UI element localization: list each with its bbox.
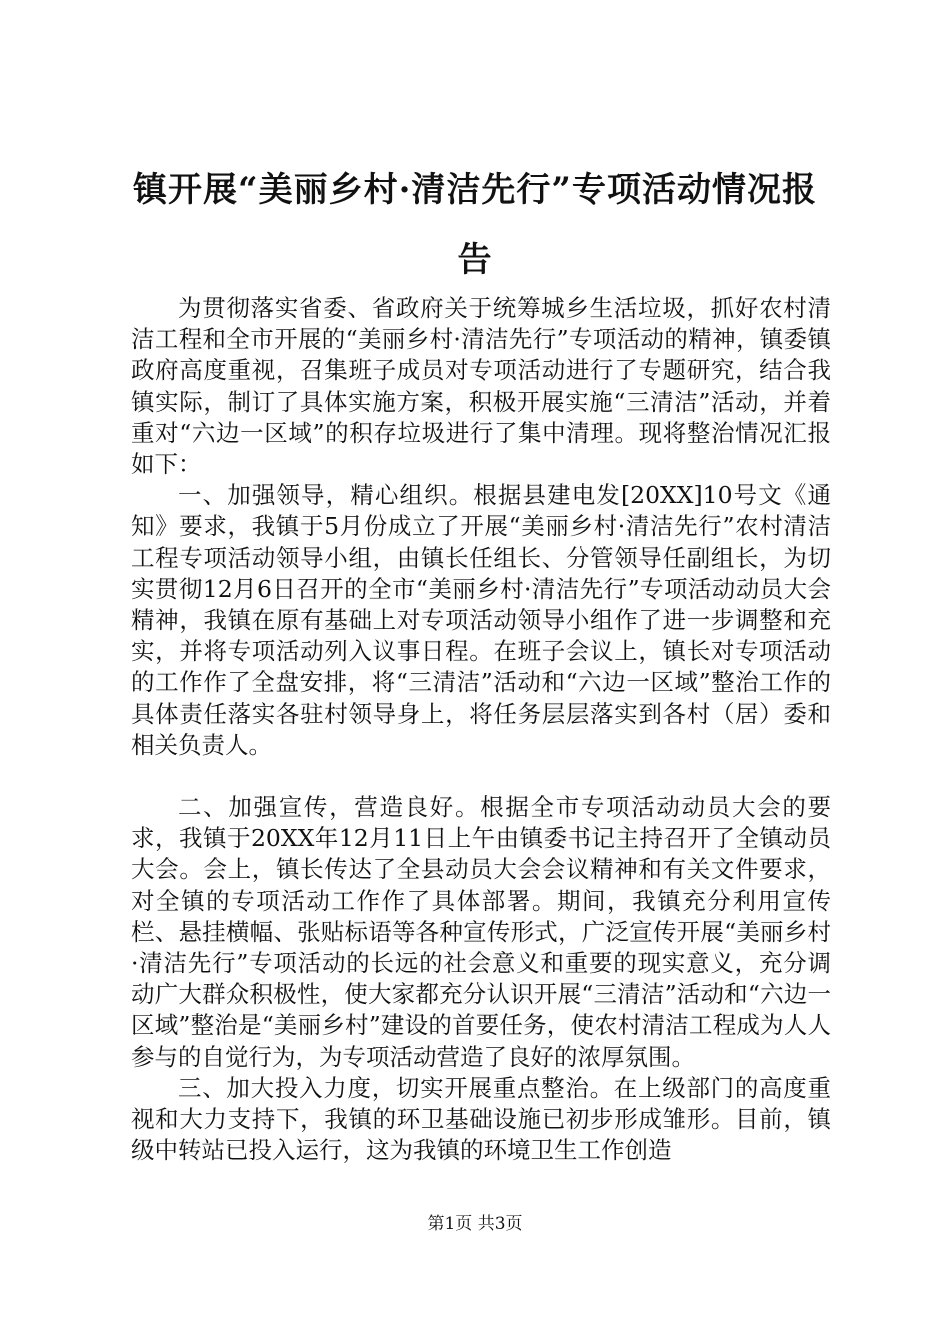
paragraph-intro: 为贯彻落实省委、省政府关于统筹城乡生活垃圾，抓好农村清洁工程和全市开展的“美丽乡村·清洁先行”专项活动的精神，镇委镇政府高度重视，召集班子成员对专项活动进行了专题研究，结合我镇实际，制订了具体实施方案，积极开展实施“三清洁”活动，并着重对“六边一区域”的积存垃圾进行了集中清理。现将整治情况汇报如下： xyxy=(131,294,831,479)
paragraph-section-3: 三、加大投入力度，切实开展重点整治。在上级部门的高度重视和大力支持下，我镇的环卫基础设施已初步形成雏形。目前，镇级中转站已投入运行，这为我镇的环境卫生工作创造 xyxy=(131,1073,831,1165)
document-body xyxy=(131,293,831,1166)
page-footer: 第1页 共3页 xyxy=(427,1214,523,1234)
paragraph-section-1: 一、加强领导，精心组织。根据县建电发[20XX]10号文《通知》要求，我镇于5月份成立了开展“美丽乡村·清洁先行”农村清洁工程专项活动领导小组，由镇长任组长、分管领导任副组长，为切实贯彻12月6日召开的全市“美丽乡村·清洁先行”专项活动动员大会精神，我镇在原有基础上对专项活动领导小组作了进一步调整和充实，并将专项活动列入议事日程。在班子会议上，镇长对专项活动的工作作了全盘安排，将“三清洁”活动和“六边一区域”整治工作的具体责任落实各驻村领导身上，将任务层层落实到各村（居）委和相关负责人。 xyxy=(131,481,831,759)
paragraph-section-2: 二、加强宣传，营造良好。根据全市专项活动动员大会的要求，我镇于20XX年12月11日上午由镇委书记主持召开了全镇动员大会。会上，镇长传达了全县动员大会会议精神和有关文件要求，对全镇的专项活动工作作了具体部署。期间，我镇充分利用宣传栏、悬挂横幅、张贴标语等各种宣传形式，广泛宣传开展“美丽乡村·清洁先行”专项活动的长远的社会意义和重要的现实意义，充分调动广大群众积极性，使大家都充分认识开展“三清洁”活动和“六边一区域”整治是“美丽乡村”建设的首要任务，使农村清洁工程成为人人参与的自觉行为，为专项活动营造了良好的浓厚氛围。 xyxy=(131,793,831,1071)
document-title: 镇开展“美丽乡村·清洁先行”专项活动情况报告 xyxy=(133,170,817,280)
